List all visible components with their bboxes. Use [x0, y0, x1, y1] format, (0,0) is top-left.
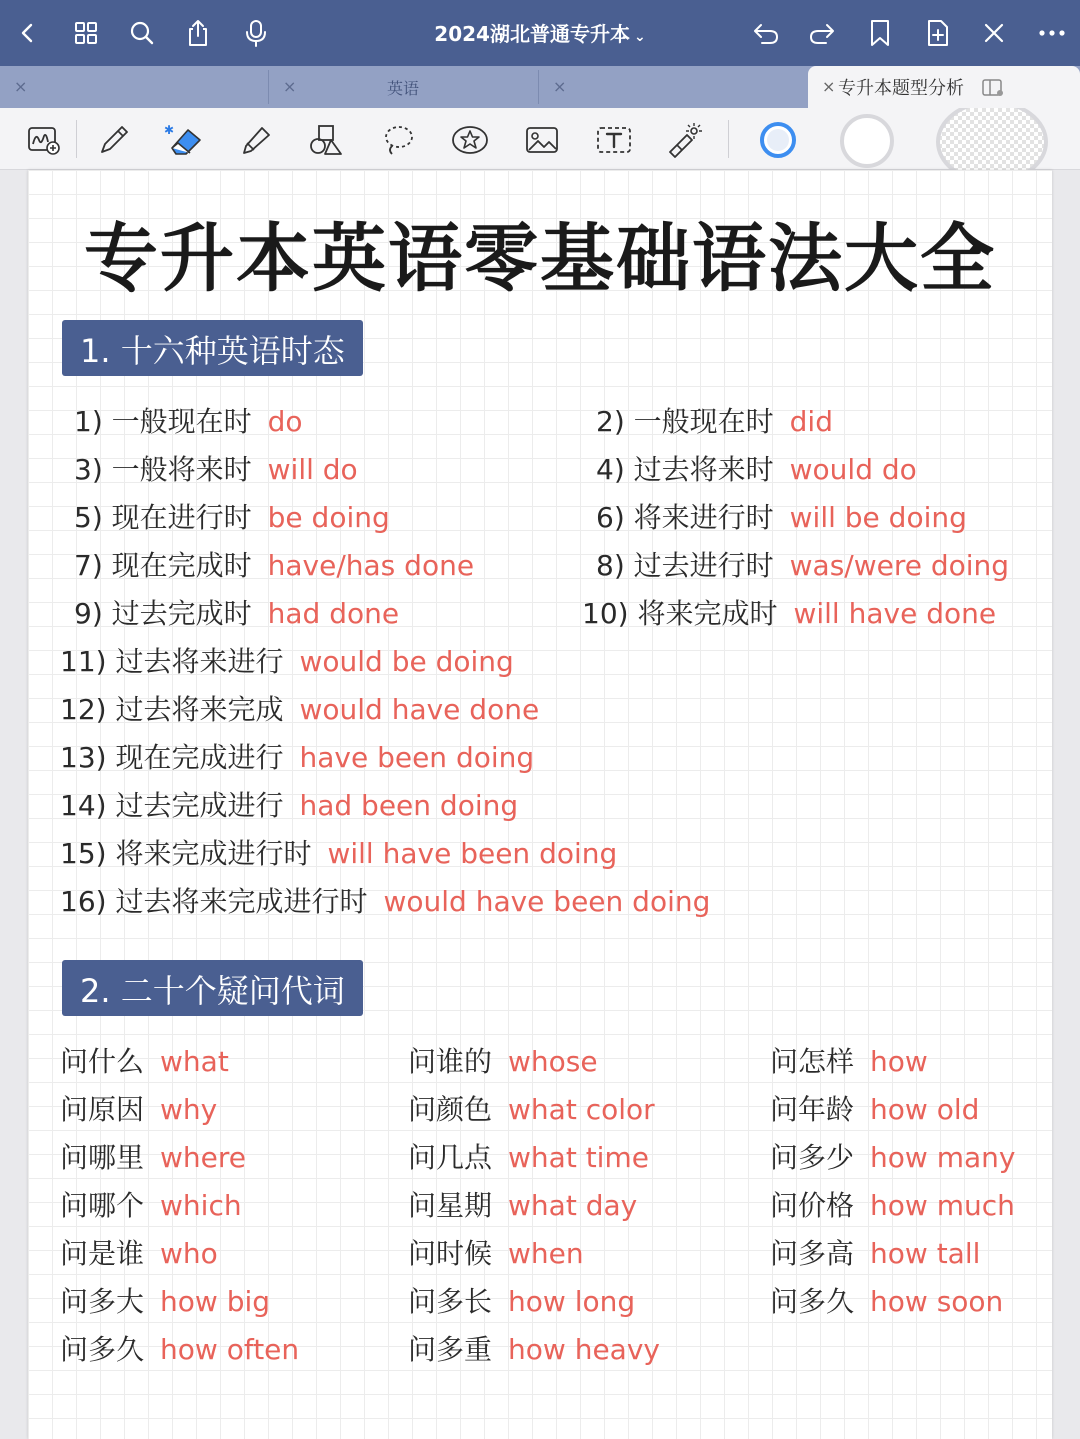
document-title[interactable]: 2024湖北普通专升本 ⌄	[434, 22, 646, 46]
interrogative-en: how often	[160, 1333, 300, 1366]
interrogative-cn: 问多高	[770, 1237, 855, 1270]
microphone-icon[interactable]	[236, 13, 276, 53]
tab-close-icon[interactable]: ×	[283, 77, 297, 96]
tense-row	[74, 400, 303, 440]
tense-cn: 15) 将来完成进行时	[60, 837, 312, 870]
undo-icon[interactable]	[746, 13, 786, 53]
interrogative-item	[770, 1280, 1003, 1320]
grid-icon[interactable]	[66, 13, 106, 53]
tense-cn: 9) 过去完成时	[74, 597, 252, 630]
tense-row	[596, 496, 967, 536]
drawing-toolbar	[0, 108, 1080, 170]
tense-cn: 5) 现在进行时	[74, 501, 252, 534]
color-white-icon[interactable]	[838, 112, 896, 170]
tense-row	[74, 544, 474, 584]
tense-en: was/were doing	[789, 549, 1010, 582]
tense-en: will be doing	[789, 501, 967, 534]
page-title: 专升本英语零基础语法大全	[84, 216, 996, 302]
section-header-interrogatives: 2. 二十个疑问代词	[62, 960, 363, 1016]
tense-en: be doing	[267, 501, 390, 534]
interrogative-item	[60, 1088, 217, 1128]
tense-row	[582, 592, 996, 632]
tense-cn: 16) 过去将来完成进行时	[60, 885, 368, 918]
image-icon[interactable]	[522, 120, 562, 160]
interrogative-item	[408, 1232, 584, 1272]
lasso-icon[interactable]	[378, 120, 418, 160]
interrogative-en: how old	[870, 1093, 980, 1126]
tense-row	[60, 784, 518, 824]
interrogative-cn: 问几点	[408, 1141, 493, 1174]
tense-cn: 6) 将来进行时	[596, 501, 774, 534]
interrogative-en: when	[508, 1237, 584, 1270]
interrogative-cn: 问多大	[60, 1285, 145, 1318]
tab-active[interactable]	[808, 66, 1080, 108]
tab-bar	[0, 66, 1080, 108]
search-icon[interactable]	[122, 13, 162, 53]
interrogative-en: how tall	[870, 1237, 981, 1270]
interrogative-cn: 问星期	[408, 1189, 493, 1222]
interrogative-en: whose	[508, 1045, 598, 1078]
tense-row	[60, 640, 514, 680]
tense-en: have/has done	[267, 549, 475, 582]
tense-en: would have done	[299, 693, 540, 726]
tense-cn: 1) 一般现在时	[74, 405, 252, 438]
tense-row	[596, 448, 917, 488]
split-view-icon[interactable]	[982, 79, 1004, 97]
svg-text:✱: ✱	[164, 123, 175, 137]
interrogative-item	[770, 1136, 1015, 1176]
tense-cn: 13) 现在完成进行	[60, 741, 284, 774]
tense-row	[60, 832, 617, 872]
interrogative-en: how long	[508, 1285, 636, 1318]
interrogative-cn: 问怎样	[770, 1045, 855, 1078]
tense-en: had been doing	[299, 789, 519, 822]
interrogative-item	[60, 1232, 218, 1272]
sticker-icon[interactable]	[450, 120, 490, 160]
tense-en: would be doing	[299, 645, 514, 678]
tense-cn: 12) 过去将来完成	[60, 693, 284, 726]
tense-row	[60, 880, 710, 920]
interrogative-cn: 问多长	[408, 1285, 493, 1318]
interrogative-cn: 问哪里	[60, 1141, 145, 1174]
interrogative-cn: 问原因	[60, 1093, 145, 1126]
interrogative-item	[60, 1184, 242, 1224]
text-icon[interactable]	[594, 120, 634, 160]
interrogative-cn: 问多久	[770, 1285, 855, 1318]
interrogative-en: how heavy	[508, 1333, 660, 1366]
interrogative-item	[60, 1280, 270, 1320]
tense-cn: 10) 将来完成时	[582, 597, 778, 630]
tense-cn: 11) 过去将来进行	[60, 645, 284, 678]
top-navigation-bar	[0, 0, 1080, 66]
tense-en: did	[789, 405, 833, 438]
interrogative-cn: 问多久	[60, 1333, 145, 1366]
tense-en: will have been doing	[327, 837, 618, 870]
interrogative-item	[770, 1184, 1015, 1224]
tense-cn: 3) 一般将来时	[74, 453, 252, 486]
tab-label: 专升本题型分析	[838, 78, 964, 99]
handwriting-icon[interactable]	[24, 120, 64, 160]
interrogative-en: how big	[160, 1285, 271, 1318]
interrogative-item	[770, 1232, 980, 1272]
add-page-icon[interactable]	[918, 13, 958, 53]
tense-cn: 4) 过去将来时	[596, 453, 774, 486]
redo-icon[interactable]	[802, 13, 842, 53]
interrogative-item	[408, 1088, 655, 1128]
tense-en: would do	[789, 453, 917, 486]
interrogative-en: where	[160, 1141, 247, 1174]
tense-row	[596, 400, 833, 440]
tense-en: will have done	[793, 597, 997, 630]
interrogative-item	[408, 1040, 598, 1080]
interrogative-en: what time	[508, 1141, 649, 1174]
tab-close-icon[interactable]: ×	[822, 77, 836, 96]
shapes-icon[interactable]	[306, 120, 346, 160]
interrogative-cn: 问多重	[408, 1333, 493, 1366]
pen-icon[interactable]	[94, 120, 134, 160]
tab-label: 英语	[386, 78, 419, 98]
note-page[interactable]	[28, 170, 1052, 1439]
interrogative-item	[770, 1088, 979, 1128]
interrogative-cn: 问时候	[408, 1237, 493, 1270]
interrogative-en: who	[160, 1237, 218, 1270]
interrogative-item	[60, 1136, 246, 1176]
more-icon[interactable]	[1032, 13, 1072, 53]
tab-close-icon[interactable]: ×	[14, 77, 28, 96]
interrogative-item	[770, 1040, 928, 1080]
tab-close-icon[interactable]: ×	[553, 77, 567, 96]
tense-row	[74, 592, 399, 632]
color-transparent-icon[interactable]	[934, 108, 1050, 170]
tense-en: have been doing	[299, 741, 535, 774]
laser-pointer-icon[interactable]	[664, 120, 704, 160]
interrogative-item	[408, 1136, 649, 1176]
eraser-icon[interactable]	[164, 120, 204, 160]
interrogative-item	[60, 1328, 299, 1368]
interrogative-en: what	[160, 1045, 229, 1078]
highlighter-icon[interactable]	[236, 120, 276, 160]
section-header-tenses: 1. 十六种英语时态	[62, 320, 363, 376]
tense-en: will do	[267, 453, 358, 486]
tab-3[interactable]	[539, 66, 807, 108]
interrogative-cn: 问年龄	[770, 1093, 855, 1126]
interrogative-item	[408, 1328, 660, 1368]
tense-row	[60, 688, 539, 728]
interrogative-cn: 问多少	[770, 1141, 855, 1174]
color-blue-icon[interactable]	[758, 120, 798, 160]
interrogative-en: which	[160, 1189, 242, 1222]
tense-row	[74, 496, 390, 536]
interrogative-cn: 问谁的	[408, 1045, 493, 1078]
interrogative-en: how many	[870, 1141, 1016, 1174]
tense-en: had done	[267, 597, 400, 630]
tense-en: would have been doing	[383, 885, 711, 918]
bookmark-icon[interactable]	[860, 13, 900, 53]
tense-row	[60, 736, 534, 776]
interrogative-cn: 问什么	[60, 1045, 145, 1078]
interrogative-en: how much	[870, 1189, 1015, 1222]
tense-cn: 2) 一般现在时	[596, 405, 774, 438]
interrogative-cn: 问是谁	[60, 1237, 145, 1270]
tense-cn: 14) 过去完成进行	[60, 789, 284, 822]
tense-en: do	[267, 405, 303, 438]
tense-row	[596, 544, 1009, 584]
tense-cn: 8) 过去进行时	[596, 549, 774, 582]
interrogative-en: how	[870, 1045, 928, 1078]
tab-2[interactable]	[269, 66, 537, 108]
interrogative-item	[408, 1184, 637, 1224]
interrogative-item	[60, 1040, 229, 1080]
interrogative-cn: 问价格	[770, 1189, 855, 1222]
interrogative-en: how soon	[870, 1285, 1004, 1318]
interrogative-cn: 问哪个	[60, 1189, 145, 1222]
share-icon[interactable]	[178, 13, 218, 53]
interrogative-cn: 问颜色	[408, 1093, 493, 1126]
interrogative-item	[408, 1280, 635, 1320]
interrogative-en: what color	[508, 1093, 655, 1126]
tab-1[interactable]	[0, 66, 268, 108]
close-icon[interactable]	[974, 13, 1014, 53]
interrogative-en: why	[160, 1093, 218, 1126]
back-icon[interactable]	[8, 13, 48, 53]
tense-row	[74, 448, 358, 488]
tense-cn: 7) 现在完成时	[74, 549, 252, 582]
interrogative-en: what day	[508, 1189, 638, 1222]
